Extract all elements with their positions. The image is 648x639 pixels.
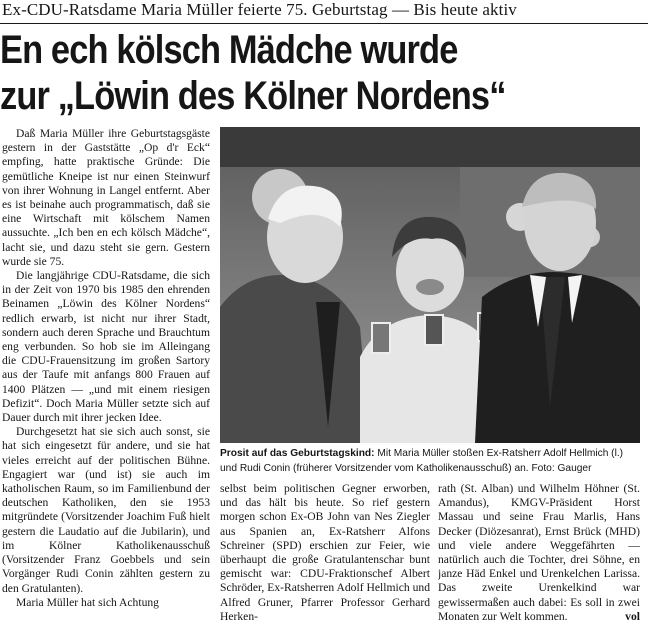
article-column-1: [2, 127, 210, 639]
caption-text: Mit Maria Müller stoßen Ex-Ratsherr Adolf Hellmich (l.) und Rudi Conin (früherer Vorsitzender vom Katholikenausschuß) an. Foto: Gauger: [220, 448, 624, 474]
article-column-3: [438, 482, 640, 639]
article-column-2: [220, 482, 430, 639]
kicker-rule: [0, 23, 648, 24]
caption-lead: Prosit auf das Geburtstagskind:: [220, 448, 375, 459]
paragraph-3: Durchgesetzt hat sie sich auch sonst, sie hat sich eingesetzt für andere, und sie hat vieles erreicht auf der politischen Bühne. Engagiert war (und ist) sie auch im katholischen Raum, so im Familienbund der deutschen Katholiken, den sie 1953 mitgründete (Vorsitzender Joachim Fuß hielt gestern die Laudatio auf die Jubilarin), und im Kölner Katholikenausschuß (Vorsitzender Franz Goebbels und sein Vorgänger Rudi Conin zählten gestern zu den Gratulanten).: [2, 425, 210, 595]
author-signature: vol: [625, 609, 640, 623]
headline-line-2: zur „Löwin des Kölner Nordens“: [0, 74, 506, 118]
paragraph-6: [438, 482, 640, 624]
photo-caption: [220, 446, 640, 480]
paragraph-4: Maria Müller hat sich Achtung: [16, 595, 159, 609]
paragraph-6-text: rath (St. Alban) und Wilhelm Höhner (St. Amandus), KMGV-Präsident Horst Massau und seine Frau Marlis, Hans Decker (Diözesanrat), Ernst Brück (MHD) und viele andere Weggefährten — natürlich auch die Tochter, drei Söhne, en janze Häd Enkel und Urenkelchen Larissa. Das zweite Urenkelkind war gewissermaßen auch dabei: Es soll in zwei Monaten zur Welt kommen.: [438, 482, 640, 623]
paragraph-2: Die langjährige CDU-Ratsdame, die sich in der Zeit von 1970 bis 1985 den ehrenden Beinamen „Löwin des Kölner Nordens“ redlich erwarb, ist nicht nur ihrer Stadt, sondern auch deren Sprache und Brauchtum eng verbunden. So hob sie im Alleingang die CDU-Frauensitzung im großen Sartory aus der Taufe mit anfangs 800 Frauen auf 1400 Plätzen — „und mit einem riesigen Defizit“. Doch Maria Müller setzte sich auf Dauer durch mit ihrer jecken Idee.: [2, 269, 210, 425]
photo-illustration: [220, 127, 640, 443]
headline-line-1: En ech kölsch Mädche wurde: [0, 28, 458, 72]
kicker-line: Ex-CDU-Ratsdame Maria Müller feierte 75. Geburtstag — Bis heute aktiv: [2, 0, 517, 19]
paragraph-1: Daß Maria Müller ihre Geburtstagsgäste gestern in der Gaststätte „Op d'r Eck“ empfing, hatte praktische Gründe: Die gemütliche Kneipe ist nur einen Steinwurf von ihrer Wohnung in Langel entfernt. Aber es ist beinahe auch programmatisch, daß sie eine Wirtschaft mit kölschem Namen aussuchte. „Ich ben en ech kölsch Mädche“, lacht sie, und dazu steht sie gern. Gestern wurde sie 75.: [2, 127, 210, 268]
press-photo: [220, 127, 640, 443]
paragraph-5: selbst beim politischen Gegner erworben, und das hält bis heute. So rief gestern morgen schon Ex-OB John van Nes Ziegler aus Spanien an, Ex-Ratsherr Alfons Schreiner (SPD) erschien zur Feier, wie überhaupt die große Gratulantenschar bunt gemischt war: CDU-Fraktionschef Albert Schröder, Ex-Ratsherren Adolf Hellmich und Alfred Gruner, Pfarrer Professor Gerhard Herken-: [220, 482, 430, 623]
